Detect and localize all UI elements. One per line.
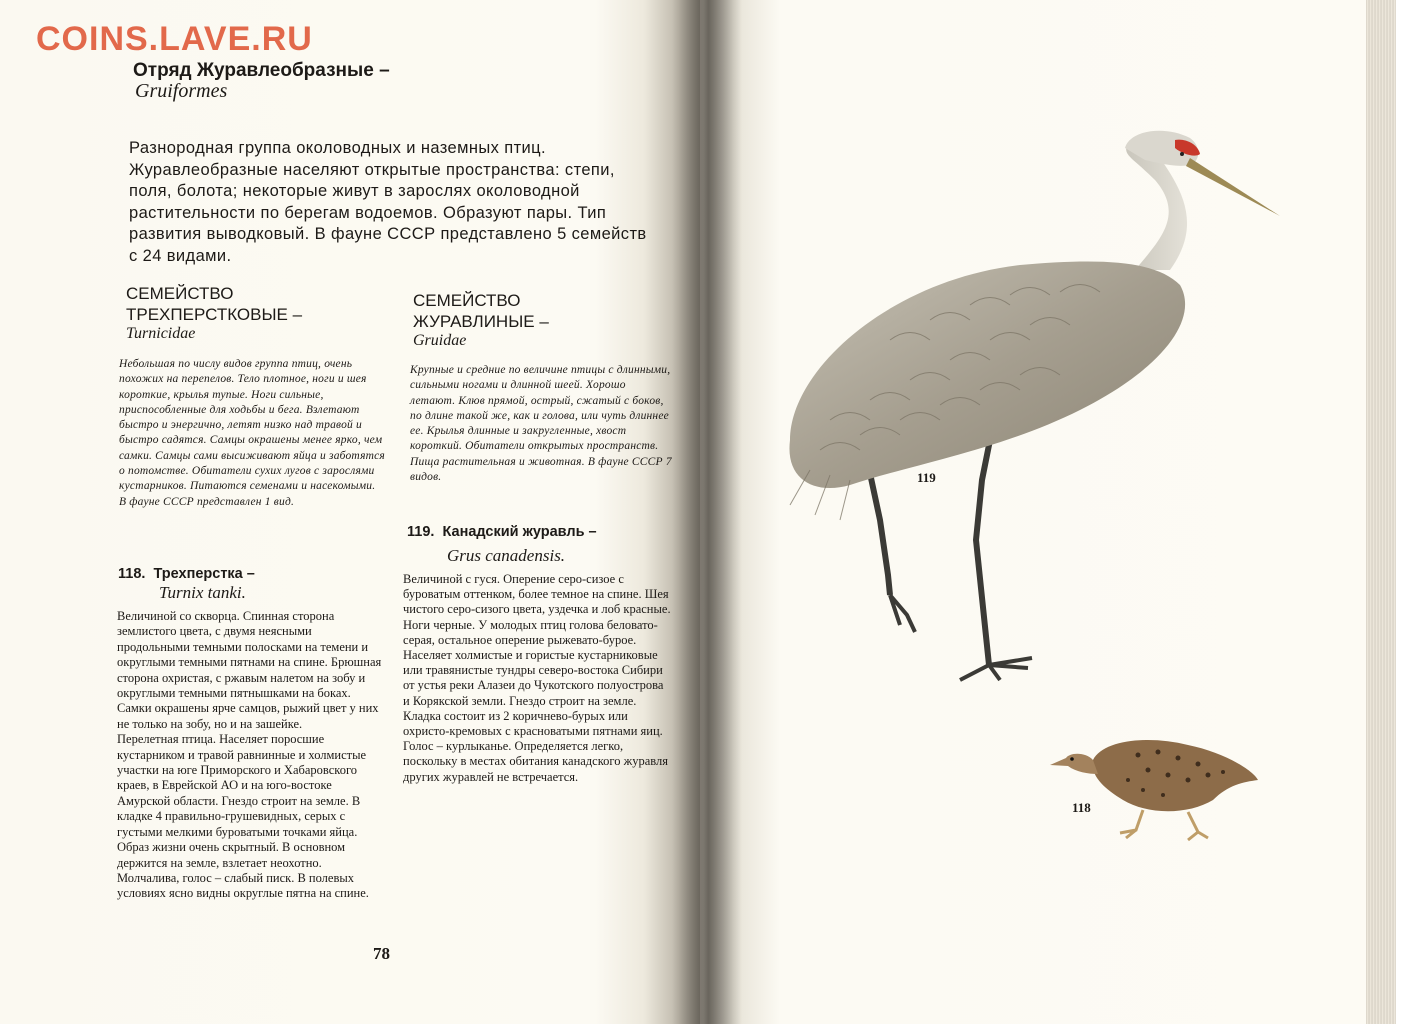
book-gutter <box>672 0 742 1024</box>
family-gruidae-heading <box>413 290 653 350</box>
species-name: Трехперстка – <box>153 566 255 582</box>
family-latin-name: Turnicidae <box>126 325 196 342</box>
species-number: 119. <box>407 524 435 540</box>
species-name: Канадский журавль – <box>442 524 597 540</box>
species-118-description <box>117 609 383 902</box>
species-119-description <box>403 572 671 785</box>
sandhill-crane-illustration <box>770 120 1290 700</box>
family-label: СЕМЕЙСТВО <box>126 284 234 303</box>
family-name: ТРЕХПЕРСТКОВЫЕ – <box>126 305 303 324</box>
species-118-appearance: Величиной со скворца. Спинная сторона землистого цвета, с двумя неясными продольными темными полосками на темени и округлыми темными пятнами на спине. Брюшная сторона охристая, с ржавым налетом на зобу и округлыми темными пятнышками на боках. Самки окрашены ярче самцов, рыжий цвет у них не только на зобу, но и на зашейке. <box>117 609 382 731</box>
page-number: 78 <box>373 944 390 963</box>
species-118-heading <box>118 566 255 582</box>
species-119-appearance: Величиной с гуся. Оперение серо-сизое с буроватым оттенком, более темное на спине. Шея чистого серо-сизого цвета, уздечка и лоб красные. Ноги черные. У молодых птиц голова беловато-серая, остальное оперение рыжевато-бурое. <box>403 572 671 647</box>
family-turnicidae-heading <box>126 283 366 343</box>
crane-plate-label: 119 <box>917 470 936 485</box>
family-gruidae-description: Крупные и средние по величине птицы с длинными, сильными ногами и длинной шеей. Хорошо летают. Клюв прямой, острый, сжатый с боков, по длине такой же, как и голова, или чуть длиннее ее. Крылья длинные и закругленные, хвост короткий. Обитатели открытых пространств. Пища растительная и животная. В фауне СССР 7 видов. <box>410 364 672 484</box>
species-118-latin: Turnix tanki. <box>159 583 246 602</box>
species-119-latin: Grus canadensis. <box>447 546 566 565</box>
buttonquail-illustration <box>1048 730 1263 845</box>
watermark: COINS.LAVE.RU <box>36 20 313 58</box>
family-label: СЕМЕЙСТВО <box>413 291 521 310</box>
family-name: ЖУРАВЛИНЫЕ – <box>413 312 549 331</box>
order-intro-text: Разнородная группа околоводных и наземных птиц. Журавлеобразные населяют открытые пространства: степи, поля, болота; некоторые живут в зарослях околоводной растительности по берегам водоемов. Образуют пары. Тип развития выводковый. В фауне СССР представлено 5 семейств с 24 видами. <box>129 139 647 265</box>
species-119-habitat: Населяет холмистые и гористые кустарниковые или травянистые тундры северо-востока Сибири от устья реки Алазеи до Чукотского полуострова и Корякской земли. Гнездо строит на земле. Кладка состоит из 2 коричнево-бурых или охристо-кремовых с красноватыми пятнами яиц. Голос – курлыканье. Определяется легко, поскольку в местах обитания канадского журавля других журавлей не встречается. <box>403 648 668 784</box>
family-latin-name: Gruidae <box>413 332 467 349</box>
species-118-habitat: Перелетная птица. Населяет поросшие кустарником и травой равнинные и холмистые участки на юге Приморского и Хабаровского краев, в Еврейской АО и на юго-востоке Амурской области. Гнездо строит на земле. В кладке 4 правильно-грушевидных, серых с густыми мелкими буроватыми точками яйца. Образ жизни очень скрытный. В основном держится на земле, взлетает неохотно. Молчалива, голос – слабый писк. В полевых условиях ясно видны округлые пятна на спине. <box>117 732 369 901</box>
species-119-heading <box>407 524 597 540</box>
species-number: 118. <box>118 566 146 582</box>
page-edges <box>1366 0 1408 1024</box>
order-latin-name: Gruiformes <box>135 80 228 102</box>
family-turnicidae-description: Небольшая по числу видов группа птиц, очень похожих на перепелов. Тело плотное, ноги и шея короткие, крылья тупые. Ноги сильные, приспособленные для ходьбы и бега. Взлетают быстро и энергично, летят низко над травой и быстро садятся. Самцы окрашены менее ярко, чем самки. Самцы сами высиживают яйца и заботятся о потомстве. Обитатели сухих лугов с зарослями кустарников. Питаются семенами и насекомыми. В фауне СССР представлен 1 вид. <box>119 358 385 508</box>
order-title: Отряд Журавлеобразные – <box>133 60 390 81</box>
buttonquail-plate-label: 118 <box>1072 800 1091 815</box>
